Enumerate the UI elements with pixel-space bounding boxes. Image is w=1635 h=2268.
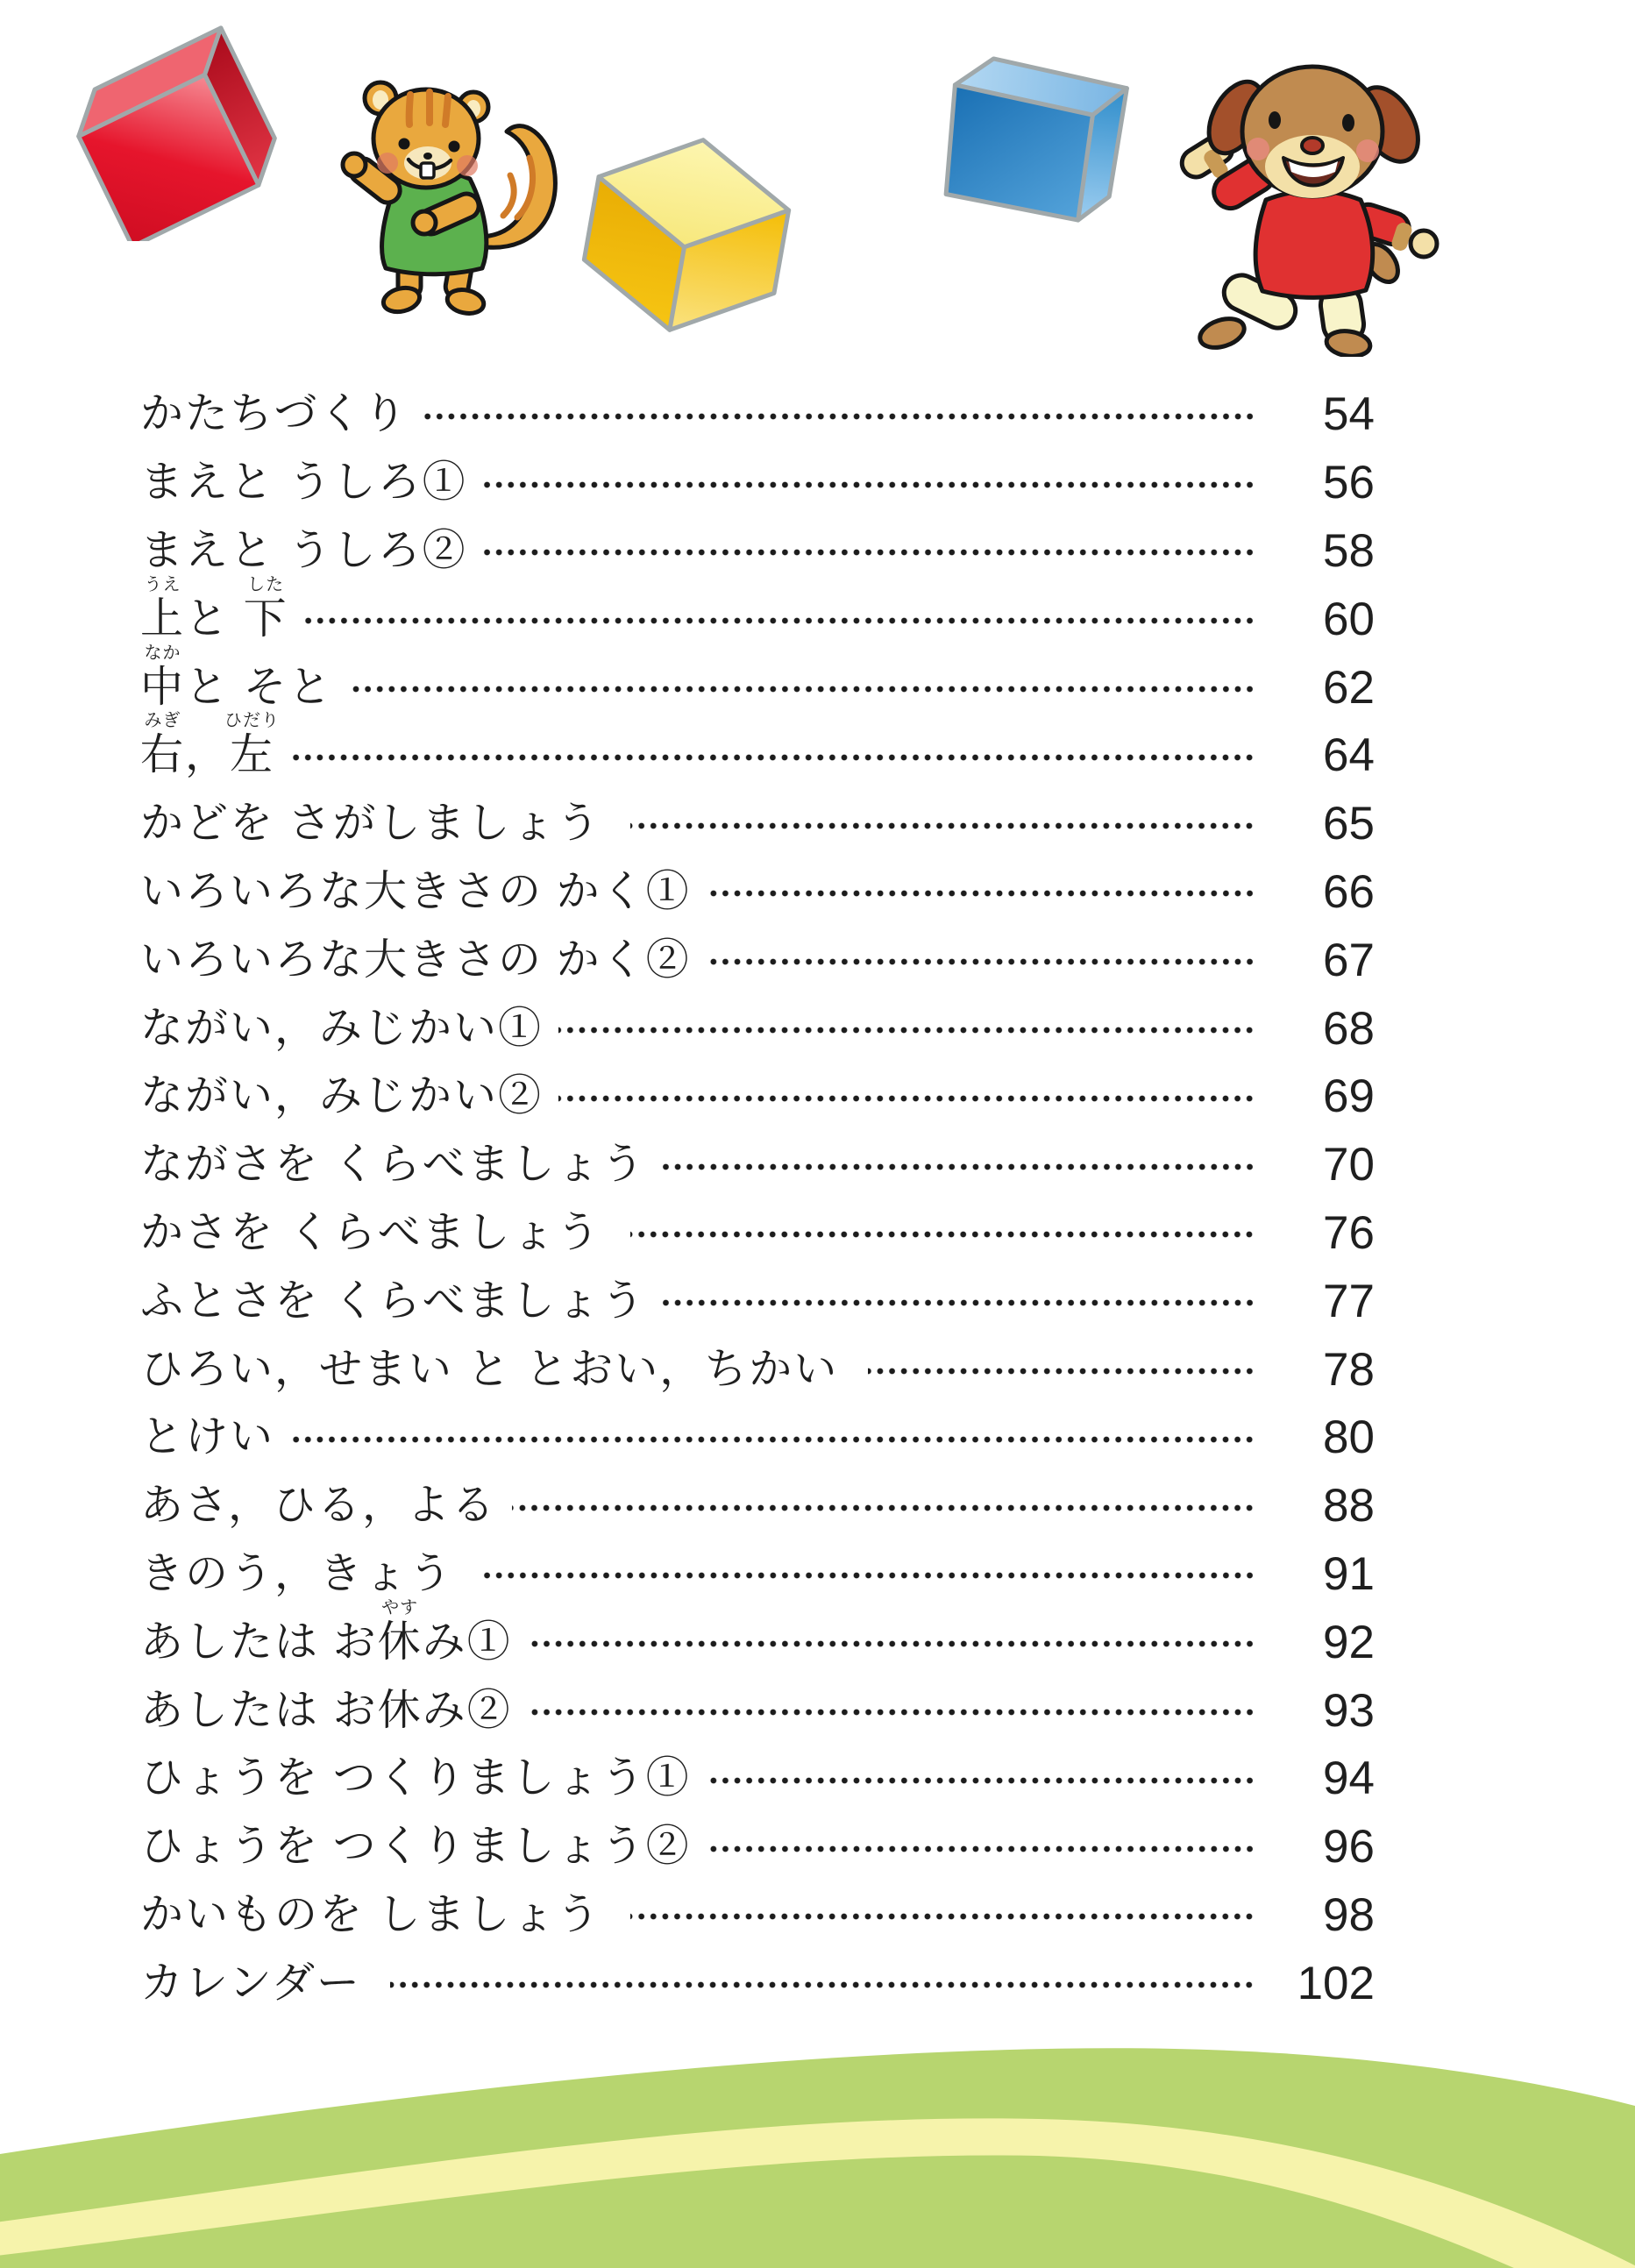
- dog-shirt: [1255, 191, 1373, 298]
- toc-page-number: 60: [1323, 593, 1375, 645]
- squirrel-foot: [445, 287, 486, 316]
- dot-leader: [662, 1162, 1255, 1171]
- toc-entry: [140, 1404, 1375, 1472]
- squirrel-foot: [380, 284, 422, 315]
- toc-page-number: 91: [1323, 1547, 1375, 1600]
- toc-page-number: 93: [1323, 1684, 1375, 1737]
- toc-entry-label: きのう，きょう: [140, 1549, 467, 1597]
- toc-entry-label: ながさを くらべましょう: [140, 1141, 646, 1189]
- dot-leader: [707, 957, 1255, 966]
- toc-entry: [140, 1881, 1375, 1950]
- kanji-with-furigana: 上 うえ: [140, 574, 186, 643]
- toc-entry-label: カレンダー: [140, 1959, 375, 2007]
- toc-page-number: 56: [1323, 457, 1375, 509]
- toc-page-number: 69: [1323, 1070, 1375, 1123]
- toc-page-number: 92: [1323, 1616, 1375, 1668]
- toc-page-number: 88: [1323, 1480, 1375, 1532]
- toc-entry-label: ひろい，せまい と とおい，ちかい: [140, 1345, 852, 1393]
- toc-entry: [140, 1676, 1375, 1745]
- toc-page-number: 80: [1323, 1411, 1375, 1464]
- toc-entry-label: ふとさを くらべましょう: [140, 1276, 646, 1325]
- toc-entry: [140, 574, 1375, 653]
- toc-page-number: 77: [1323, 1275, 1375, 1327]
- squirrel-paw: [343, 153, 366, 176]
- toc-page-number: 64: [1323, 729, 1375, 782]
- toc-entry: [140, 926, 1375, 994]
- squirrel-head-stripe: [445, 96, 448, 124]
- toc-entry: [140, 449, 1375, 517]
- toc-entry: [140, 517, 1375, 586]
- squirrel-tooth: [421, 163, 434, 178]
- dot-leader: [390, 1980, 1255, 1989]
- toc-entry: [140, 1472, 1375, 1540]
- toc-entry: [140, 1745, 1375, 1813]
- toc-entry: [140, 1267, 1375, 1335]
- toc-entry-label: いろいろな大きさの かく①: [140, 867, 691, 915]
- furigana: ひだり: [224, 711, 281, 731]
- dog-foot: [1325, 329, 1371, 357]
- kanji-with-furigana: 左 ひだり: [224, 711, 281, 779]
- kanji-with-furigana: 中 なか: [140, 643, 186, 711]
- toc-page-number: 62: [1323, 661, 1375, 714]
- toc-entry: [140, 1131, 1375, 1199]
- kanji-with-furigana: 休 やす: [377, 1597, 423, 1666]
- dot-leader: [483, 480, 1255, 489]
- toc-page-number: 96: [1323, 1821, 1375, 1873]
- furigana: なか: [144, 643, 181, 663]
- dot-leader: [707, 1776, 1255, 1785]
- dog-foot: [1197, 314, 1248, 353]
- toc-entry-label: ながい，みじかい②: [140, 1072, 544, 1120]
- toc-entry: [140, 1813, 1375, 1881]
- dog-eye: [1342, 114, 1354, 132]
- footer-wave: [0, 2005, 1635, 2268]
- dot-leader: [558, 1094, 1255, 1103]
- dot-leader: [558, 1026, 1255, 1034]
- toc-entry: [140, 643, 1375, 722]
- toc-entry-label: 右 みぎ ，左 ひだり: [140, 711, 281, 779]
- dot-leader: [528, 1708, 1255, 1717]
- toc-entry-label: かたちづくり: [140, 390, 409, 438]
- squirrel-head-stripe: [409, 95, 410, 124]
- dog-nose: [1302, 138, 1323, 153]
- toc-entry-label: あしたは お休 やす み①: [140, 1597, 512, 1666]
- toc-entry: [140, 380, 1375, 449]
- toc-entry: [140, 1335, 1375, 1404]
- red-cube-illustration: [48, 22, 329, 241]
- dog-hand: [1411, 231, 1437, 257]
- toc-entry-label: かさを くらべましょう: [140, 1208, 615, 1256]
- kanji-with-furigana: 下 した: [243, 574, 288, 643]
- furigana: やす: [381, 1597, 419, 1617]
- toc-entry-label: とけい: [140, 1413, 275, 1461]
- toc-page-number: 102: [1297, 1957, 1375, 2009]
- kanji-with-furigana: 右 みぎ: [140, 711, 186, 779]
- squirrel-tail-swirl: [503, 175, 514, 216]
- dot-leader: [662, 1298, 1255, 1307]
- toc-entry-label: 上 うえ と 下 した: [140, 574, 288, 643]
- toc-page-number: 65: [1323, 798, 1375, 850]
- toc-entry-label: まえと うしろ①: [140, 459, 467, 507]
- toc-page-number: 98: [1323, 1888, 1375, 1941]
- toc-entry-label: まえと うしろ②: [140, 526, 467, 574]
- toc-page-number: 70: [1323, 1139, 1375, 1191]
- toc-page-number: 54: [1323, 388, 1375, 441]
- toc-entry-label: ひょうを つくりましょう①: [140, 1754, 691, 1802]
- squirrel-paw: [413, 211, 436, 234]
- furigana: みぎ: [144, 711, 181, 731]
- toc-page-number: 78: [1323, 1343, 1375, 1396]
- dot-leader: [630, 1230, 1255, 1239]
- toc-page-number: 68: [1323, 1002, 1375, 1055]
- toc-entry: [140, 1540, 1375, 1609]
- yellow-cube-illustration: [559, 112, 814, 340]
- toc-page-number: 66: [1323, 865, 1375, 918]
- squirrel-cheek: [457, 155, 478, 176]
- toc-list: [140, 380, 1375, 2017]
- dot-leader: [707, 889, 1255, 898]
- toc-entry-label: かどを さがしましょう: [140, 800, 615, 848]
- squirrel-eye: [449, 141, 460, 153]
- furigana: した: [247, 574, 285, 594]
- squirrel-character-illustration: [323, 63, 568, 322]
- squirrel-eye: [399, 139, 410, 150]
- toc-page-number: 94: [1323, 1753, 1375, 1805]
- dog-cheek: [1356, 139, 1379, 162]
- toc-entry-label: かいものを しましょう: [140, 1890, 615, 1938]
- dog-cheek: [1247, 138, 1269, 160]
- dot-leader: [349, 685, 1255, 693]
- dot-leader: [304, 616, 1255, 625]
- toc-page-number: 67: [1323, 934, 1375, 986]
- toc-entry-label: いろいろな大きさの かく②: [140, 935, 691, 984]
- toc-entry: [140, 790, 1375, 858]
- dot-leader: [868, 1367, 1255, 1376]
- dog-eye: [1269, 111, 1281, 129]
- squirrel-cheek: [377, 153, 398, 174]
- dot-leader: [707, 1845, 1255, 1853]
- dot-leader: [483, 1571, 1255, 1580]
- toc-entry: [140, 1063, 1375, 1131]
- squirrel-nose: [423, 153, 432, 160]
- dot-leader: [512, 1504, 1255, 1512]
- dot-leader: [483, 548, 1255, 557]
- dot-leader: [528, 1639, 1255, 1648]
- toc-entry: [140, 858, 1375, 927]
- toc-page-number: 58: [1323, 524, 1375, 577]
- squirrel-tail: [479, 126, 555, 248]
- toc-entry: [140, 1597, 1375, 1676]
- furigana: うえ: [144, 574, 181, 594]
- blue-cube-illustration: [922, 42, 1141, 244]
- toc-entry-label: あしたは お休み②: [140, 1686, 512, 1734]
- toc-entry-label: ながい，みじかい①: [140, 1004, 544, 1052]
- toc-entry-label: 中 なか と そと: [140, 643, 333, 711]
- toc-entry-label: あさ，ひる，よる: [140, 1482, 497, 1530]
- dot-leader: [424, 412, 1255, 421]
- toc-entry: [140, 711, 1375, 790]
- toc-entry: [140, 994, 1375, 1063]
- dot-leader: [630, 821, 1255, 830]
- toc-entry-label: ひょうを つくりましょう②: [140, 1823, 691, 1871]
- toc-entry: [140, 1199, 1375, 1268]
- dot-leader: [290, 1435, 1255, 1444]
- dog-character-illustration: [1168, 37, 1461, 357]
- toc-page-number: 76: [1323, 1206, 1375, 1259]
- dot-leader: [290, 753, 1255, 762]
- dot-leader: [630, 1912, 1255, 1921]
